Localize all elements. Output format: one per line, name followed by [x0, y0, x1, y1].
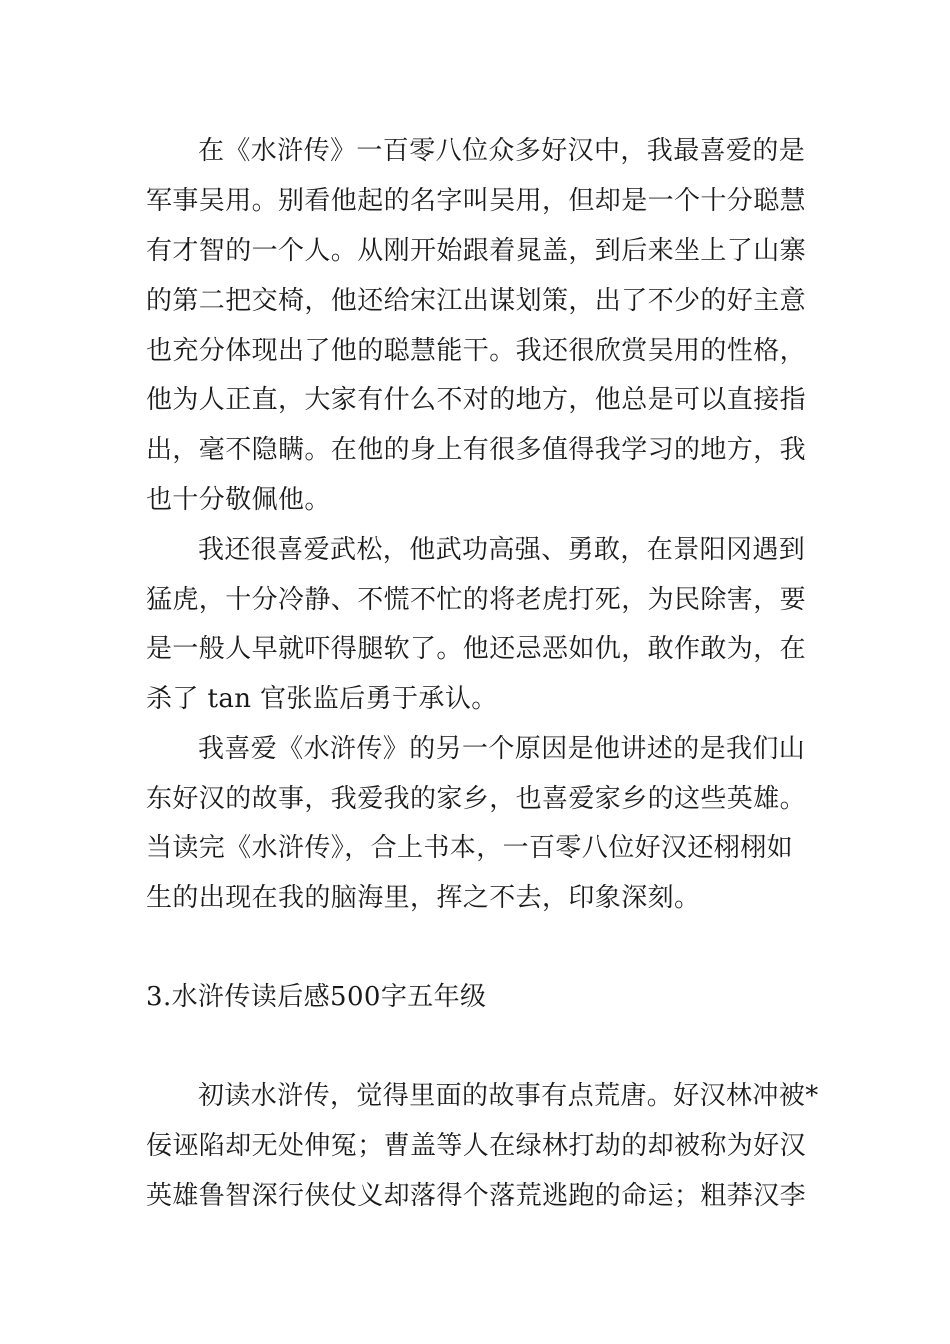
paragraph-1-line-1: 在《水浒传》一百零八位众多好汉中，我最喜爱的是 [198, 136, 806, 166]
paragraph-2-line-3: 是一般人早就吓得腿软了。他还忌恶如仇，敢作敢为，在 [146, 634, 807, 664]
paragraph-1-line-2: 军事吴用。别看他起的名字叫吴用，但却是一个十分聪慧 [146, 186, 807, 216]
paragraph-4-line-3: 英雄鲁智深行侠仗义却落得个落荒逃跑的命运；粗莽汉李 [146, 1181, 807, 1211]
paragraph-4-line-1: 初读水浒传，觉得里面的故事有点荒唐。好汉林冲被* [198, 1081, 819, 1111]
paragraph-1-line-8: 也十分敬佩他。 [146, 485, 331, 515]
paragraph-3-line-2: 东好汉的故事，我爱我的家乡，也喜爱家乡的这些英雄。 [146, 784, 807, 814]
paragraph-1-line-4: 的第二把交椅，他还给宋江出谋划策，出了不少的好主意 [146, 286, 807, 316]
paragraph-2-line-2: 猛虎，十分冷静、不慌不忙的将老虎打死，为民除害，要 [146, 585, 807, 615]
paragraph-2-line-4: 杀了 tan 官张监后勇于承认。 [146, 684, 498, 714]
paragraph-1-line-7: 出，毫不隐瞒。在他的身上有很多值得我学习的地方，我 [146, 435, 807, 465]
section-heading: 3.水浒传读后感500字五年级 [146, 982, 487, 1012]
paragraph-3-line-4: 生的出现在我的脑海里，挥之不去，印象深刻。 [146, 883, 701, 913]
paragraph-2-line-1: 我还很喜爱武松，他武功高强、勇敢，在景阳冈遇到 [198, 535, 806, 565]
paragraph-1-line-6: 他为人正直，大家有什么不对的地方，他总是可以直接指 [146, 385, 807, 415]
paragraph-3-line-3: 当读完《水浒传》，合上书本，一百零八位好汉还栩栩如 [146, 833, 794, 863]
paragraph-3-line-1: 我喜爱《水浒传》的另一个原因是他讲述的是我们山 [198, 734, 806, 764]
paragraph-4-line-2: 佞诬陷却无处伸冤；曹盖等人在绿林打劫的却被称为好汉 [146, 1131, 807, 1161]
paragraph-1-line-5: 也充分体现出了他的聪慧能干。我还很欣赏吴用的性格， [146, 336, 807, 366]
paragraph-1-line-3: 有才智的一个人。从刚开始跟着晁盖，到后来坐上了山寨 [146, 236, 807, 266]
